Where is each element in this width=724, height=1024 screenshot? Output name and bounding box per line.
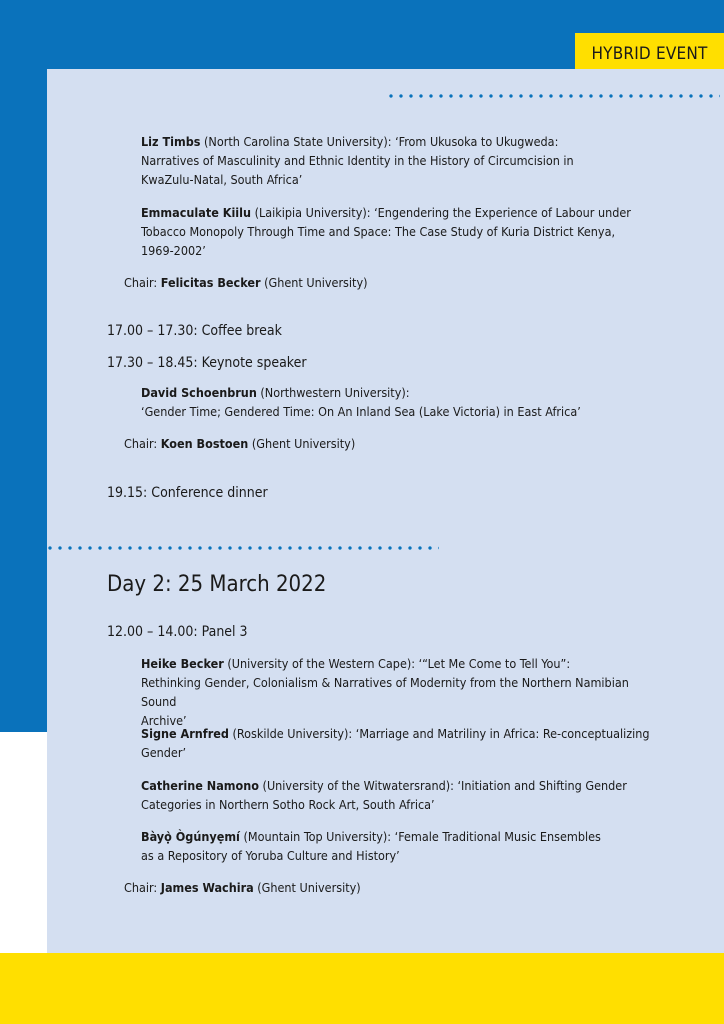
talk-entry: [141, 203, 661, 260]
speaker-name: Catherine Namono: [141, 778, 259, 793]
talk-affiliation-title: (University of the Witwatersrand): ‘Initiation and Shifting Gender: [258, 778, 627, 793]
talk-affiliation-title: (University of the Western Cape): ‘“Let Me Come to Tell You”:: [223, 656, 571, 671]
talk-title-line: ‘Gender Time; Gendered Time: On An Inland Sea (Lake Victoria) in East Africa’: [141, 404, 581, 419]
session-chair: [124, 435, 355, 453]
talk-affiliation-title: (Northwestern University):: [256, 385, 410, 400]
talk-entry: [141, 776, 661, 814]
talk-title-line: Tobacco Monopoly Through Time and Space: The Case Study of Kuria District Kenya,: [141, 224, 616, 239]
session-chair: [124, 879, 361, 897]
schedule-dinner: 19.15: Conference dinner: [107, 485, 268, 501]
speaker-name: Heike Becker: [141, 656, 224, 671]
speaker-name: David Schoenbrun: [141, 385, 257, 400]
talk-title-line: Narratives of Masculinity and Ethnic Identity in the History of Circumcision in: [141, 153, 574, 168]
dotted-divider-middle: [45, 546, 439, 550]
program-panel: [47, 69, 724, 953]
talk-affiliation-title: (North Carolina State University): ‘From Ukusoka to Ukugweda:: [200, 134, 559, 149]
talk-title-line: Categories in Northern Sotho Rock Art, South Africa’: [141, 797, 435, 812]
speaker-name: Emmaculate Kiilu: [141, 205, 252, 220]
chair-name: Felicitas Becker: [160, 275, 261, 290]
chair-name: Koen Bostoen: [160, 436, 249, 451]
talk-title-line: as a Repository of Yoruba Culture and History’: [141, 848, 400, 863]
talk-entry: [141, 724, 661, 762]
chair-label: Chair:: [124, 436, 161, 451]
talk-title-line: KwaZulu-Natal, South Africa’: [141, 172, 303, 187]
session-chair: [124, 274, 368, 292]
chair-affiliation: (Ghent University): [260, 275, 368, 290]
chair-label: Chair:: [124, 275, 161, 290]
talk-entry: [141, 132, 661, 189]
talk-affiliation-title: (Mountain Top University): ‘Female Traditional Music Ensembles: [239, 829, 601, 844]
talk-entry: [141, 827, 661, 865]
talk-title-line: Rethinking Gender, Colonialism & Narratives of Modernity from the Northern Namibian Sound: [141, 675, 629, 709]
chair-affiliation: (Ghent University): [248, 436, 356, 451]
keynote-talk: [141, 383, 661, 421]
speaker-name: Liz Timbs: [141, 134, 201, 149]
talk-affiliation-title: (Laikipia University): ‘Engendering the Experience of Labour under: [251, 205, 631, 220]
chair-name: James Wachira: [160, 880, 254, 895]
hybrid-event-badge: HYBRID EVENT: [575, 33, 724, 75]
yellow-footer-band: [0, 953, 724, 1024]
speaker-name: Signe Arnfred: [141, 726, 229, 741]
dotted-divider-top: [386, 94, 720, 98]
schedule-keynote: 17.30 – 18.45: Keynote speaker: [107, 355, 307, 371]
talk-affiliation-title: (Roskilde University): ‘Marriage and Matriliny in Africa: Re-conceptualizing: [228, 726, 650, 741]
talk-title-line: 1969-2002’: [141, 243, 206, 258]
talk-title-line: Gender’: [141, 745, 187, 760]
chair-label: Chair:: [124, 880, 161, 895]
schedule-coffee-break: 17.00 – 17.30: Coffee break: [107, 323, 282, 339]
schedule-panel-3: 12.00 – 14.00: Panel 3: [107, 624, 248, 640]
speaker-name: Bàyọ̀ Ògúnyẹmí: [141, 829, 240, 844]
talk-title-line: Archive’: [141, 713, 187, 728]
talk-entry: [141, 654, 661, 730]
chair-affiliation: (Ghent University): [253, 880, 361, 895]
day-heading: Day 2: 25 March 2022: [107, 572, 327, 597]
